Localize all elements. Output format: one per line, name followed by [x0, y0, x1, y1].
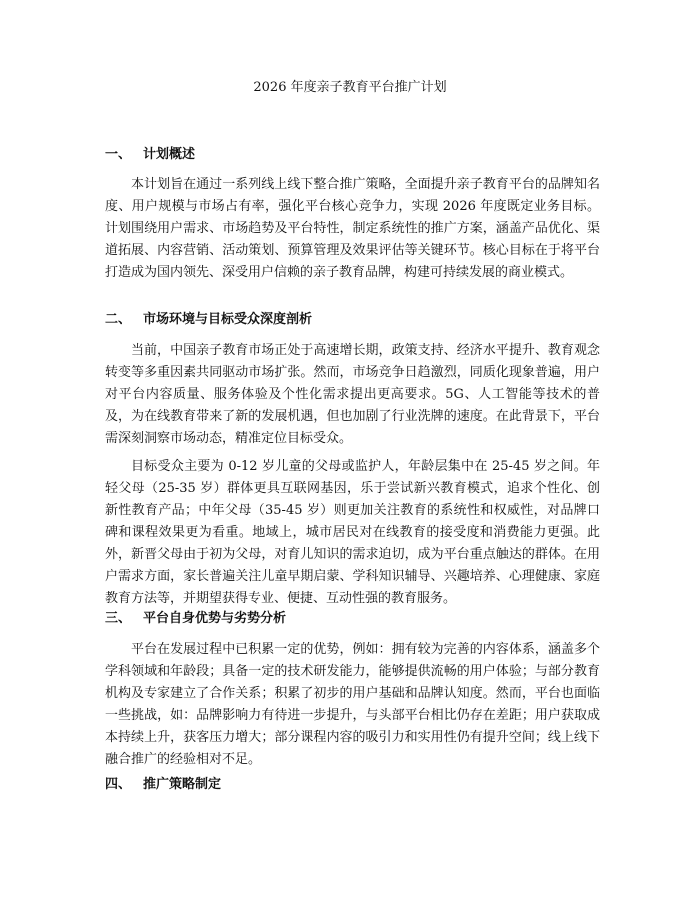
paragraph: 当前，中国亲子教育市场正处于高速增长期，政策支持、经济水平提升、教育观念转变等多重因素共同驱动市场扩张。然而，市场竞争日趋激烈，同质化现象普遍，用户对平台内容质量、服务体验及个性化需求提出更高要求。5G、人工智能等技术的普及，为在线教育带来了新的发展机遇，但也加剧了行业洗牌的速度。在此背景下，平台需深刻洞察市场动态，精准定位目标受众。	[105, 343, 600, 446]
section-title: 计划概述	[143, 147, 196, 162]
document-title: 2026 年度亲子教育平台推广计划	[253, 80, 447, 95]
section-number: 一、	[105, 147, 132, 162]
section-heading-3	[105, 609, 286, 629]
section-heading-1	[105, 145, 195, 165]
section-number: 二、	[105, 312, 132, 327]
section-number: 四、	[105, 777, 132, 792]
section-title: 平台自身优势与劣势分析	[143, 611, 287, 626]
section-heading-2	[105, 310, 312, 330]
section-title: 市场环境与目标受众深度剖析	[143, 312, 313, 327]
paragraph: 平台在发展过程中已积累一定的优势，例如：拥有较为完善的内容体系，涵盖多个学科领域和年龄段；具备一定的技术研发能力，能够提供流畅的用户体验；与部分教育机构及专家建立了合作关系；积累了初步的用户基础和品牌认知度。然而，平台也面临一些挑战，如：品牌影响力有待进一步提升，与头部平台相比仍存在差距；用户获取成本持续上升，获客压力增大；部分课程内容的吸引力和实用性仍有提升空间；线上线下融合推广的经验相对不足。	[105, 642, 600, 767]
section-number: 三、	[105, 611, 132, 626]
section-title: 推广策略制定	[143, 777, 222, 792]
paragraph: 本计划旨在通过一系列线上线下整合推广策略，全面提升亲子教育平台的品牌知名度、用户规模与市场占有率，强化平台核心竞争力，实现 2026 年度既定业务目标。计划围绕用户需求、市场趋势及平台特性，制定系统性的推广方案，涵盖产品优化、渠道拓展、内容营销、活动策划、预算管理及效果评估等关键环节。核心目标在于将平台打造成为国内领先、深受用户信赖的亲子教育品牌，构建可持续发展的商业模式。	[105, 177, 600, 280]
paragraph: 目标受众主要为 0-12 岁儿童的父母或监护人，年龄层集中在 25-45 岁之间。年轻父母（25-35 岁）群体更具互联网基因，乐于尝试新兴教育模式，追求个性化、创新性教育产品；中年父母（35-45 岁）则更加关注教育的系统性和权威性，对品牌口碑和课程效果更为看重。地域上，城市居民对在线教育的接受度和消费能力更强。此外，新晋父母由于初为父母，对育儿知识的需求迫切，成为平台重点触达的群体。在用户需求方面，家长普遍关注儿童早期启蒙、学科知识辅导、兴趣培养、心理健康、家庭教育方法等，并期望获得专业、便捷、互动性强的教育服务。	[105, 459, 600, 606]
section-heading-4	[105, 775, 221, 795]
